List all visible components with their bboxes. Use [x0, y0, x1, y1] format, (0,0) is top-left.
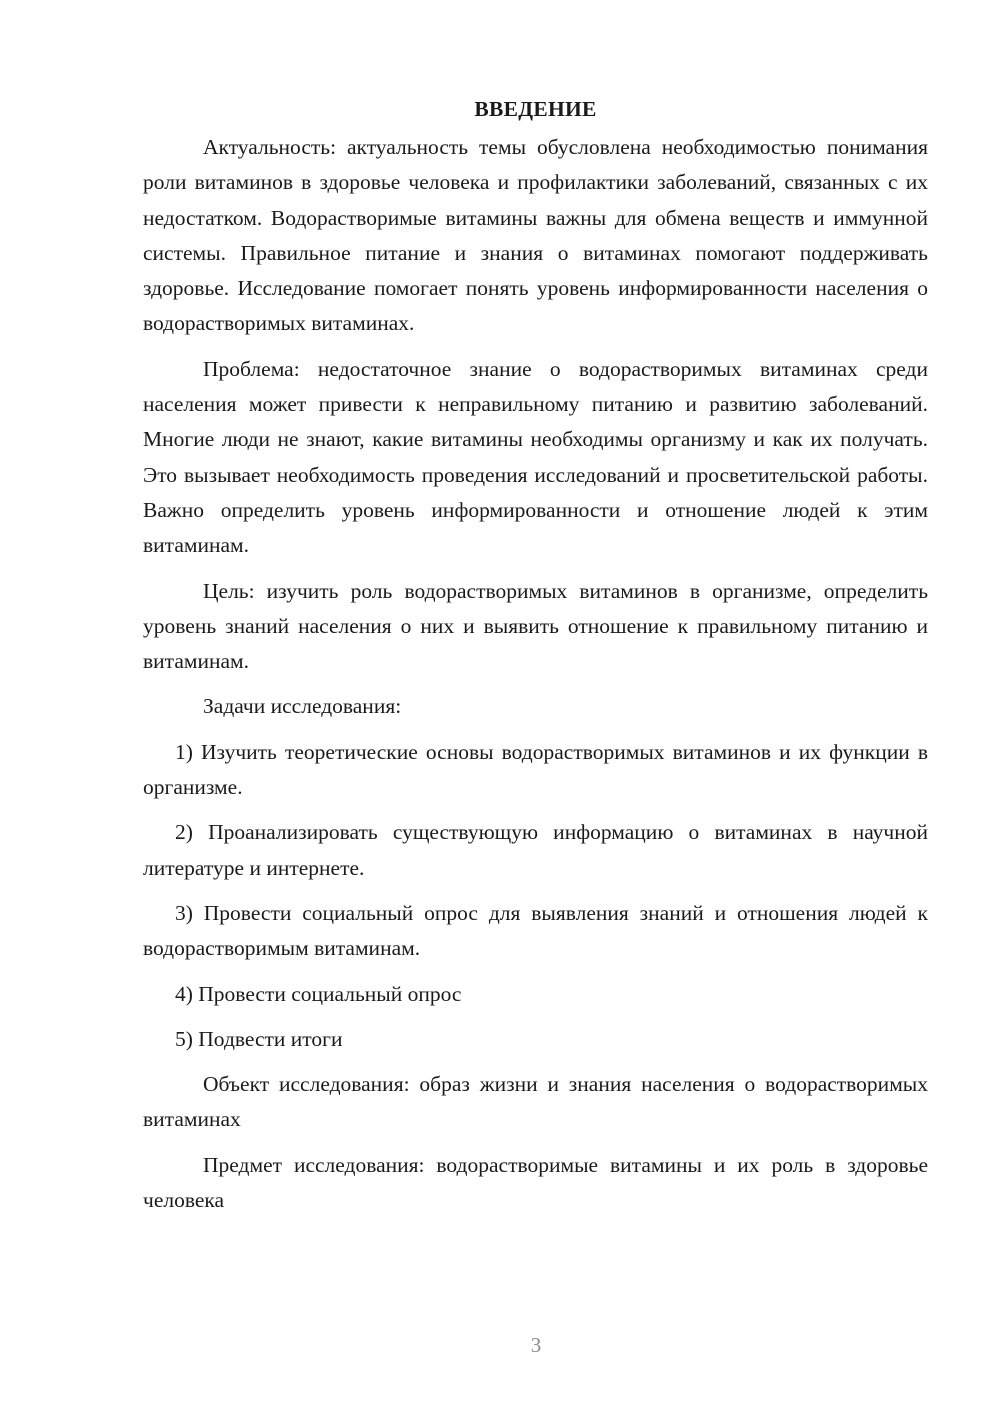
page-number: 3 — [530, 1333, 542, 1357]
task-item-1: 1) Изучить теоретические основы водорастворимых витаминов и их функции в организме. — [143, 739, 928, 800]
task-item-3: 3) Провести социальный опрос для выявления знаний и отношения людей к водорастворимым витаминам. — [143, 900, 928, 961]
research-object-paragraph: Объект исследования: образ жизни и знания населения о водорастворимых витаминах — [143, 1072, 928, 1132]
research-subject-paragraph: Предмет исследования: водорастворимые витамины и их роль в здоровье человека — [143, 1152, 928, 1213]
task-item-5: 5) Подвести итоги — [175, 1026, 343, 1051]
goal-paragraph: Цель: изучить роль водорастворимых витаминов в организме, определить уровень знаний населения о них и выявить отношение к правильному питанию и витаминам. — [143, 578, 928, 674]
section-title: ВВЕДЕНИЕ — [474, 97, 597, 121]
page-content — [143, 92, 928, 1228]
task-item-4: 4) Провести социальный опрос — [175, 981, 462, 1006]
relevance-paragraph: Актуальность: актуальность темы обусловлена необходимостью понимания роли витаминов в здоровье человека и профилактики заболеваний, связанных с их недостатком. Водорастворимые витамины важны для обмена веществ и иммунной системы. Правильное питание и знания о витаминах помогают поддерживать здоровье. Исследование помогает понять уровень информированности населения о водорастворимых витаминах. — [143, 135, 928, 336]
problem-paragraph: Проблема: недостаточное знание о водорастворимых витаминах среди населения может привести к неправильному питанию и развитию заболеваний. Многие люди не знают, какие витамины необходимы организму и как их получать. Это вызывает необходимость проведения исследований и просветительской работы. Важно определить уровень информированности и отношение людей к этим витаминам. — [143, 356, 928, 558]
task-item-2: 2) Проанализировать существующую информацию о витаминах в научной литературе и интернете. — [143, 820, 928, 880]
tasks-heading: Задачи исследования: — [203, 694, 402, 719]
